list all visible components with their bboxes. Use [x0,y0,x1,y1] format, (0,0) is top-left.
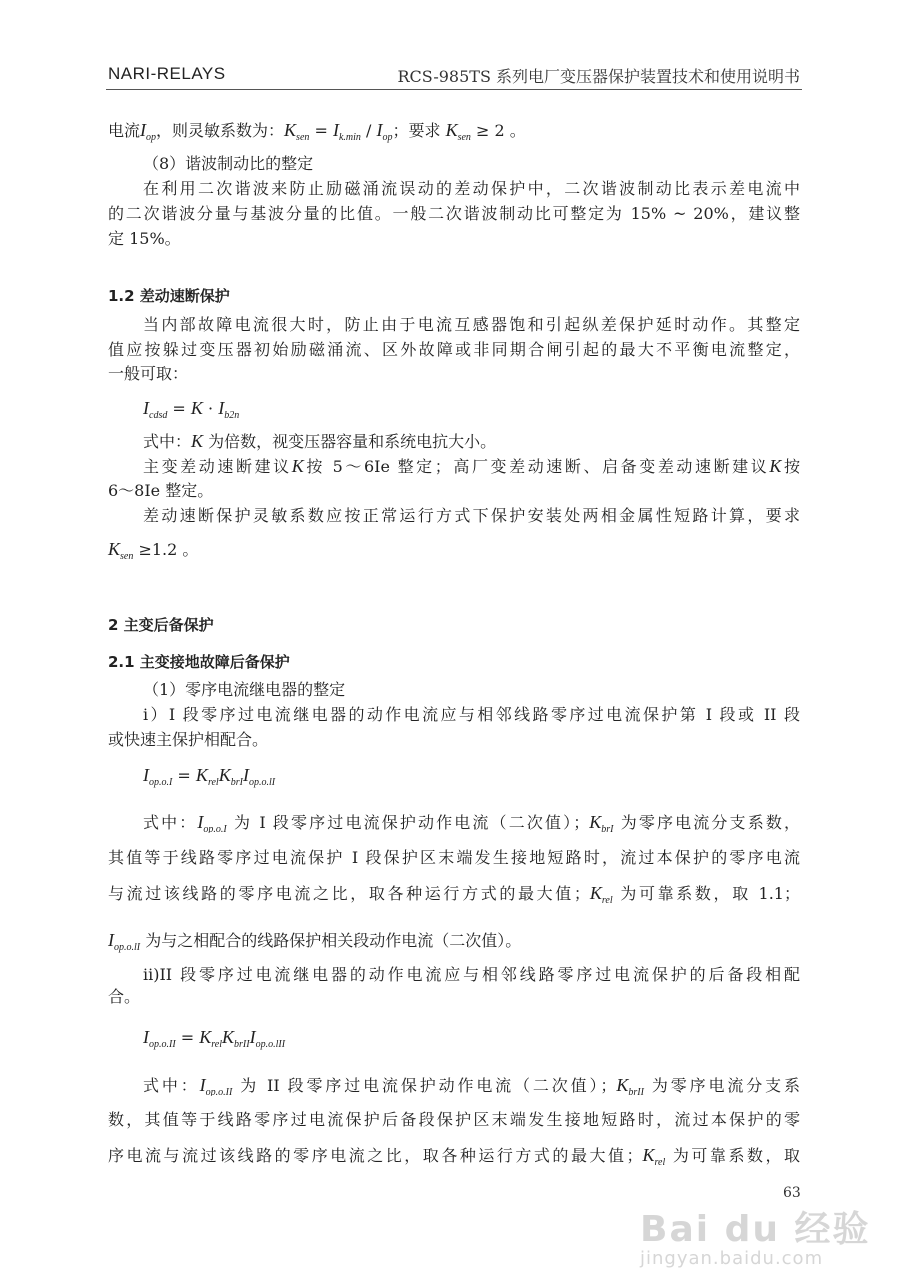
variable-symbol: K [589,883,602,903]
header-divider [106,89,802,90]
text-line [143,704,800,726]
text-run: i）I 段零序过电流继电器的动作电流应与相邻线路零序过电流保护第 I 段或 II 段 [143,705,800,724]
variable-subscript: rel [207,777,219,788]
text-run: 6～8Ie 整定。 [108,481,214,500]
text-run: 按 5～6Ie 整定；高厂变差动速断、启备变差动速断建议 [303,457,770,476]
variable-symbol: K [108,539,121,559]
text-line [143,505,800,527]
math-variable [589,812,613,832]
variable-symbol: I [218,398,225,418]
variable-symbol: K [769,456,782,476]
text-run: 数，其值等于线路零序过电流保护后备段保护区末端发生接地短路时，流过本保护的零 [108,1110,800,1129]
watermark-url: jingyan.baidu.com [640,1248,824,1269]
text-run: ；要求 [392,121,446,140]
text-run: = [175,1028,200,1047]
text-run: 的二次谐波分量与基波分量的比值。一般二次谐波制动比可整定为 15% ~ 20%，建议整 [108,204,800,223]
variable-subscript: rel [601,895,613,904]
text-run: 或快速主保护相配合。 [108,730,269,749]
text-run: / [360,121,377,140]
text-line [143,153,800,175]
text-run: ≥1.2 。 [133,540,199,559]
math-variable [643,1145,666,1165]
text-line [108,119,800,149]
variable-subscript: k.min [338,132,361,143]
variable-symbol: I [143,765,149,785]
variable-symbol: K [284,120,297,140]
text-run: 主变差动速断建议 [143,457,292,476]
math-variable [140,120,157,143]
text-line [108,986,800,1008]
text-line [108,480,800,502]
text-run: （8）谐波制动比的整定 [143,154,314,173]
math-variable [143,1027,176,1050]
math-variable [143,765,173,788]
text-line [143,1026,800,1056]
text-run: 与流过该线路的零序电流之比，取各种运行方式的最大值； [108,884,590,903]
text-run: = [167,399,191,418]
math-variable [195,765,219,788]
math-variable [191,398,203,418]
math-variable [292,456,304,476]
math-variable [284,120,310,143]
math-variable [445,120,471,143]
text-run: 在利用二次谐波来防止励磁涌流误动的差动保护中，二次谐波制动比表示差电流中 [143,179,800,198]
text-run: 为 I 段零序过电流保护动作电流（二次值）； [226,813,590,832]
variable-subscript: brI [601,824,614,833]
variable-subscript: cdsd [149,410,168,421]
text-line [108,363,800,385]
text-run: ，则灵敏系数为： [156,121,285,140]
text-line [143,1074,800,1096]
variable-subscript: op.o.I [203,824,227,833]
variable-subscript: sen [296,132,310,143]
math-variable [191,431,203,451]
text-run: 为 II 段零序过电流保护动作电流（二次值）； [232,1076,617,1095]
text-line [143,679,800,701]
text-line [143,964,800,986]
text-run: 式中： [143,813,198,832]
text-line [143,397,800,427]
text-run: 为可靠系数，取 [665,1146,800,1165]
text-run: 为零序电流分支系数， [613,813,800,832]
variable-symbol: K [190,398,203,418]
variable-subscript: op [146,132,157,143]
variable-symbol: I [143,398,149,418]
variable-symbol: K [195,765,208,785]
math-variable [143,398,168,421]
variable-symbol: K [589,812,602,832]
text-run: = [172,766,196,785]
text-line [108,847,800,869]
variable-symbol: I [332,120,339,140]
text-run: （1）零序电流继电器的整定 [143,680,346,699]
variable-symbol: I [376,120,383,140]
variable-symbol: K [291,456,304,476]
math-variable [376,120,393,143]
variable-symbol: K [642,1145,655,1165]
section-heading [108,614,800,636]
text-run: 定 15%。 [108,229,181,248]
math-variable [199,1027,223,1050]
text-run: 2 主变后备保护 [108,616,214,634]
math-variable [242,765,276,788]
text-line [143,178,800,200]
math-variable [769,456,781,476]
variable-subscript: op.o.II [149,1039,176,1050]
variable-symbol: K [445,120,458,140]
variable-symbol: K [616,1075,629,1095]
text-line [143,314,800,336]
text-line [108,339,800,361]
variable-subscript: brI [230,777,243,788]
text-line [108,1109,800,1131]
math-variable [332,120,361,143]
text-line [108,882,800,904]
variable-symbol: I [143,1027,149,1047]
math-variable [218,398,240,421]
variable-subscript: sen [457,132,471,143]
text-run: 电流 [108,121,141,140]
variable-subscript: op.o.II [205,1087,233,1096]
text-run: 差动速断保护灵敏系数应按正常运行方式下保护安装处两相金属性短路计算，要求 [143,506,800,525]
variable-subscript: op.o.lII [255,1039,286,1050]
text-run: 序电流与流过该线路的零序电流之比，取各种运行方式的最大值； [108,1146,643,1165]
text-run: 按 [781,457,800,476]
text-run: 一般可取： [108,364,189,383]
page-number: 63 [783,1185,801,1201]
math-variable [197,812,226,832]
text-line [108,729,800,751]
variable-symbol: I [249,1027,256,1047]
text-run: 为与之相配合的线路保护相关段动作电流（二次值）。 [140,931,522,950]
variable-symbol: K [199,1027,212,1047]
variable-symbol: I [197,812,204,832]
text-run: 为可靠系数，取 1.1； [612,884,800,903]
text-run: · [202,399,219,418]
math-variable [200,1075,233,1095]
text-run: = [309,121,333,140]
variable-subscript: brII [234,1039,250,1050]
header-document-title: RCS-985TS 系列电厂变压器保护装置技术和使用说明书 [397,67,800,86]
text-line [143,764,800,794]
text-line [108,538,800,568]
math-variable [222,1027,250,1050]
text-run: 为倍数，视变压器容量和系统电抗大小。 [203,432,497,451]
text-run: 式中： [143,432,192,451]
variable-symbol: K [191,431,204,451]
math-variable [590,883,613,903]
variable-symbol: I [242,765,249,785]
text-run: 当内部故障电流很大时，防止由于电流互感器饱和引起纵差保护延时动作。其整定 [143,315,800,334]
text-run: ii)II 段零序过电流继电器的动作电流应与相邻线路零序过电流保护的后备段相配 [143,965,800,984]
variable-symbol: K [218,765,231,785]
text-line [108,228,800,250]
variable-subscript: sen [120,551,134,562]
variable-subscript: op [382,132,393,143]
text-run: 式中： [143,1076,200,1095]
section-heading [108,651,800,673]
variable-symbol: I [108,930,114,950]
variable-subscript: op.o.I [149,777,173,788]
math-variable [108,539,134,562]
variable-symbol: K [222,1027,235,1047]
variable-subscript: op.o.lI [114,942,141,953]
text-run: 1.2 差动速断保护 [108,287,230,305]
variable-subscript: op.o.lI [248,777,276,788]
text-line [108,929,800,959]
text-run: 其值等于线路零序过电流保护 I 段保护区末端发生接地短路时，流过本保护的零序电流 [108,848,800,867]
watermark-logo: Bai du 经验 [640,1209,871,1250]
text-run: 2.1 主变接地故障后备保护 [108,653,290,671]
variable-subscript: rel [211,1039,223,1050]
math-variable [249,1027,286,1050]
text-run: 合。 [108,987,141,1006]
text-line [143,455,800,477]
section-heading [108,285,800,307]
math-variable [108,930,141,953]
text-run: ≥ 2 。 [470,121,526,140]
text-line [143,811,800,833]
variable-symbol: I [199,1075,206,1095]
math-variable [218,765,243,788]
variable-subscript: b2n [224,410,240,421]
text-run: 为零序电流分支系 [643,1076,800,1095]
variable-subscript: rel [654,1157,666,1166]
math-variable [616,1075,644,1095]
variable-subscript: brII [628,1087,644,1096]
text-line [108,1144,800,1166]
baidu-watermark [640,1209,871,1269]
text-run: 值应按躲过变压器初始励磁涌流、区外故障或非同期合闸引起的最大不平衡电流整定， [108,340,800,359]
text-line [143,430,800,453]
text-line [108,203,800,225]
variable-symbol: I [140,120,147,140]
header-brand: NARI-RELAYS [108,64,226,83]
